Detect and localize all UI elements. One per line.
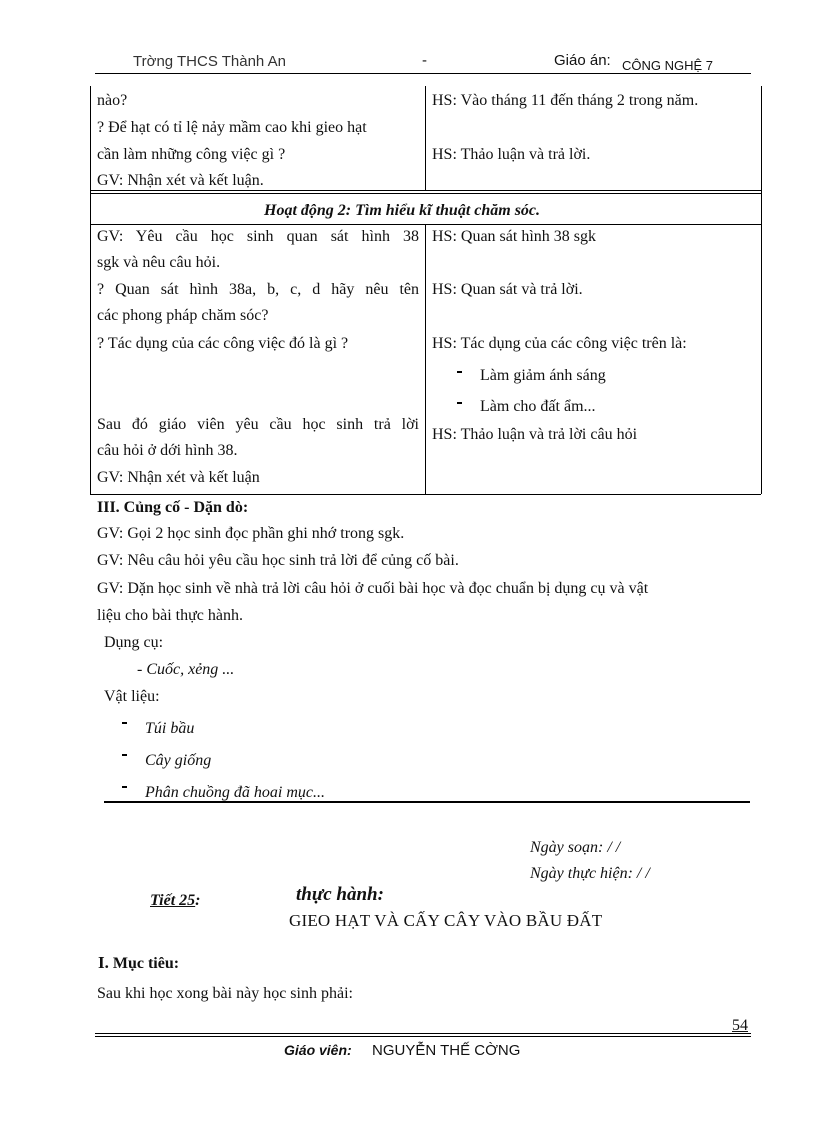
row1-right-line: HS: Thảo luận và trả lời. (432, 146, 591, 163)
bullet-dash (457, 402, 462, 404)
tools-item: - Cuốc, xẻng ... (137, 661, 235, 678)
row1-left-line: GV: Nhận xét và kết luận. (97, 172, 264, 189)
tools-label: Dụng cụ: (104, 634, 164, 651)
row2-left-line: GV: Nhận xét và kết luận (97, 469, 260, 486)
row1-left-line: cần làm những công việc gì ? (97, 146, 286, 163)
section1-num: I. (98, 953, 109, 972)
table-middle-border-1 (425, 86, 426, 190)
materials-item: Cây giống (145, 752, 212, 769)
row2-left-line: Sau đó giáo viên yêu cầu học sinh trả lời (97, 416, 419, 433)
lesson-subtitle: GIEO HẠT VÀ CẤY CÂY VÀO BẦU ĐẤT (289, 911, 603, 930)
materials-label: Vật liệu: (104, 688, 160, 705)
date-prep: Ngày soạn: / / (530, 839, 621, 856)
section3-line: GV: Gọi 2 học sinh đọc phần ghi nhớ trong sgk. (97, 525, 405, 542)
row2-right-bullet: Làm giảm ánh sáng (480, 367, 606, 384)
bullet-dash (122, 722, 127, 724)
table-middle-border-2 (425, 224, 426, 494)
lesson-label-text: Tiết 25 (150, 892, 196, 909)
section3-line: liệu cho bài thực hành. (97, 607, 243, 624)
page-number: 54 (732, 1017, 748, 1034)
section3-line: GV: Dặn học sinh về nhà trả lời câu hỏi ở cuối bài học và đọc chuẩn bị dụng cụ và vật (97, 580, 649, 597)
activity2-title: Hoạt động 2: Tìm hiểu kĩ thuật chăm sóc. (264, 202, 541, 219)
row2-left-line: ? Quan sát hình 38a, b, c, d hãy nêu tên (97, 281, 419, 298)
lesson-title: thực hành: (296, 884, 384, 905)
header-separator: - (422, 52, 427, 69)
row2-right-line: HS: Quan sát và trả lời. (432, 281, 583, 298)
row2-left-line: ? Tác dụng của các công việc đó là gì ? (97, 335, 349, 352)
header-rule (95, 73, 751, 74)
section1-line: Sau khi học xong bài này học sinh phải: (97, 985, 353, 1002)
materials-item: Túi bầu (145, 720, 195, 737)
row2-left-line: câu hỏi ở dới hình 38. (97, 442, 238, 459)
lesson-label (150, 888, 201, 914)
section3-title: III. Củng cố - Dặn dò: (97, 499, 249, 516)
header-subject: CÔNG NGHỆ 7 (622, 58, 714, 73)
table-right-border (761, 86, 762, 494)
row2-right-line: HS: Tác dụng của các công việc trên là: (432, 335, 687, 352)
bullet-dash (122, 786, 127, 788)
header-subject-label: Giáo án: (554, 52, 611, 69)
section1-heading (98, 953, 179, 973)
row2-right-bullet: Làm cho đất ẩm... (480, 398, 596, 415)
materials-item: Phân chuồng đã hoai mục... (145, 784, 325, 801)
date-taught: Ngày thực hiện: / / (530, 865, 650, 882)
bullet-dash (122, 754, 127, 756)
row2-left-line: GV: Yêu cầu học sinh quan sát hình 38 (97, 228, 419, 245)
footer-teacher: NGUYỄN THẾ CỜNG (372, 1042, 521, 1059)
row2-right-line: HS: Quan sát hình 38 sgk (432, 228, 596, 245)
footer-rule-2 (95, 1036, 751, 1037)
row2-left-line: các phong pháp chăm sóc? (97, 307, 269, 324)
footer-rule (95, 1033, 751, 1034)
table-left-border (90, 86, 91, 494)
bullet-dash (457, 371, 462, 373)
footer-teacher-label: Giáo viên: (284, 1042, 352, 1058)
row2-left-line: sgk và nêu câu hỏi. (97, 254, 221, 271)
section-rule (104, 801, 750, 803)
row1-right-line: HS: Vào tháng 11 đến tháng 2 trong năm. (432, 92, 699, 109)
lesson-label-colon: : (195, 892, 201, 909)
row1-left-line: nào? (97, 92, 128, 109)
row2-right-line: HS: Thảo luận và trả lời câu hỏi (432, 426, 638, 443)
section3-line: GV: Nêu câu hỏi yêu cầu học sinh trả lời để củng cố bài. (97, 552, 459, 569)
section1-title: Mục tiêu: (112, 955, 180, 972)
header-school: Trờng THCS Thành An (133, 53, 286, 70)
row1-left-line: ? Để hạt có tỉ lệ nảy mầm cao khi gieo hạt (97, 119, 367, 136)
